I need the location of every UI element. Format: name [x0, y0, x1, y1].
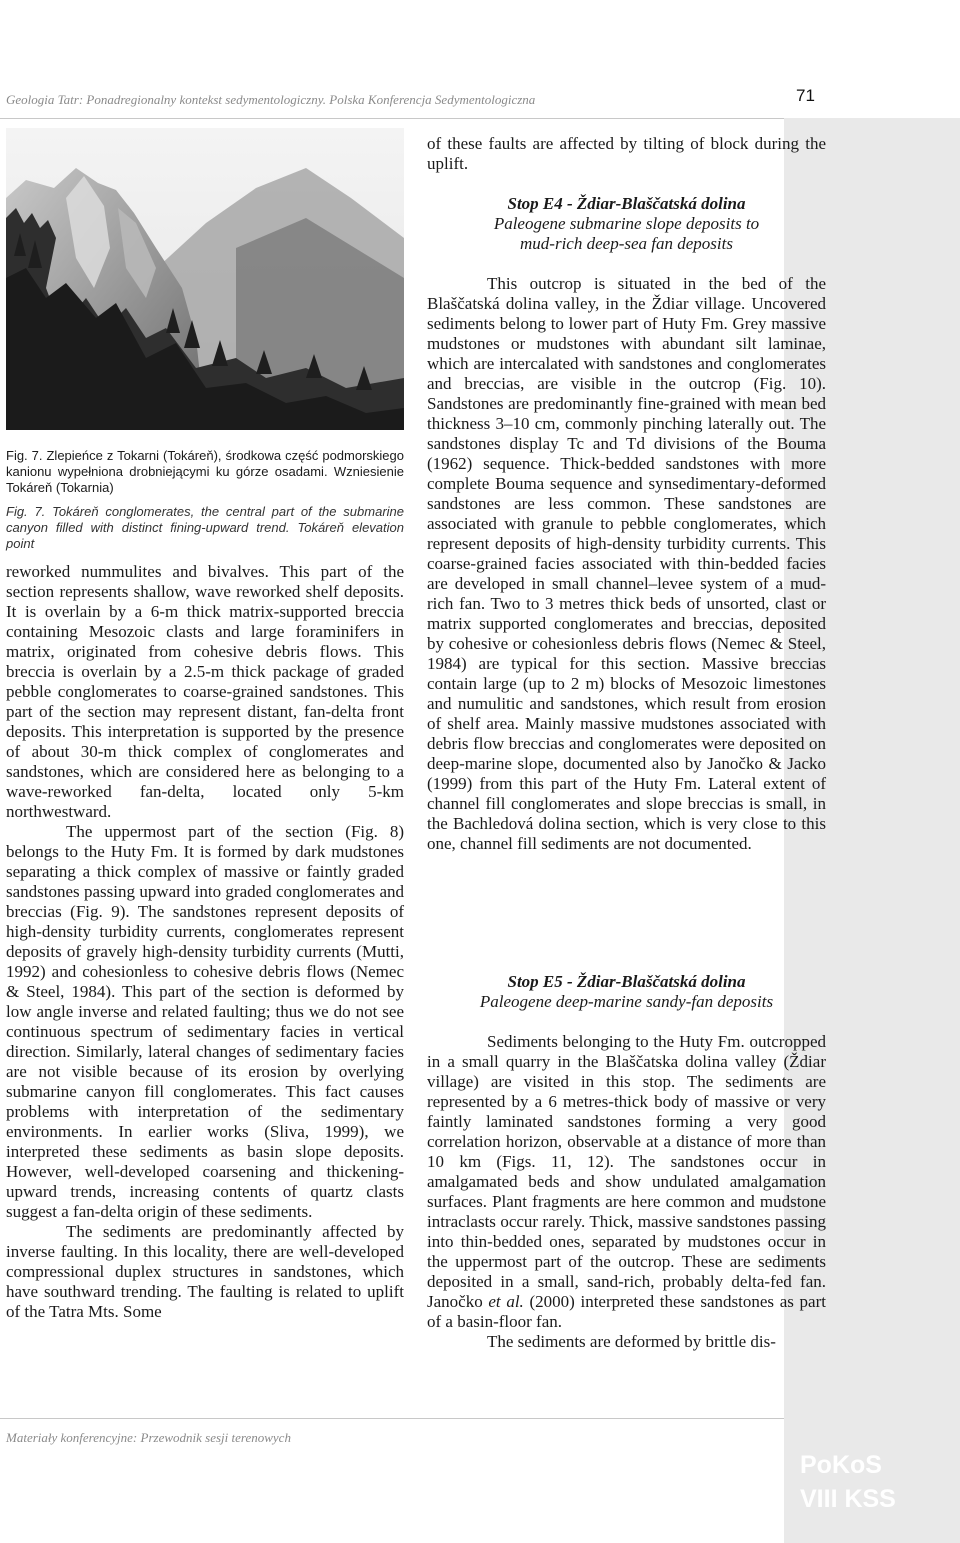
figure-7-photo: [6, 128, 404, 430]
page-number: 71: [796, 86, 815, 105]
brand-line-1: PoKoS: [800, 1451, 882, 1479]
header-rule: [0, 118, 784, 119]
running-footer: Materiały konferencyjne: Przewodnik sesji terenowych: [6, 1430, 291, 1445]
stop-e5-section: [427, 1032, 826, 1352]
stop-e5-body-end: (2000) interpreted these sandstones as part of a basin-floor fan.: [427, 1292, 826, 1331]
brand-logo: [800, 1448, 896, 1516]
et-al-citation: et al.: [488, 1292, 524, 1311]
stop-e5-body-start: Sediments belonging to the Huty Fm. outcropped in a small quarry in the Blaščatska dolina valley (Ždiar village) are visited in this stop. The sediments are represented by a 6 metres-thick body of massive or very faintly laminated sandstones forming a very good correlation horizon, observable at a distance of more than 10 km (Figs. 11, 12). The sandstones occur in amalgamated beds and show undulated amalgamation surfaces. Plant fragments are here common and mudstone intraclasts occur rarely. Thick, massive sandstones passing into thin-bedded ones, separated by mudstones occur in the uppermost part of the outcrop. These are sediments deposited in a small, sand-rich, probably delta-fed fan. Janočko: [427, 1032, 826, 1311]
left-paragraph-1: reworked nummulites and bivalves. This part of the section represents shallow, wave reworked shelf deposits. It is overlain by a 6-m thick matrix-supported breccia containing Mesozoic clasts and large foraminifers in matrix, originated from cohesive debris flows. This breccia is overlain by a 2.5-m thick package of graded pebble conglomerates to coarse-grained sandstones. This part of the section may represent distant, fan-delta front deposits. This interpretation is supported by the presence of about 30-m thick complex of conglomerates and sandstones, which are considered here as belonging to a wave-reworked fan-delta, located only 5-km northwestward.: [6, 562, 404, 821]
left-paragraph-3: The sediments are predominantly affected by inverse faulting. In this locality, there are well-developed compressional duplex structures in sandstones, which have southward trending. The faulting is related to uplift of the Tatra Mts. Some: [6, 1222, 404, 1321]
stop-e4-title: Stop E4 - Ždiar-Blaščatská dolina: [507, 194, 746, 213]
stop-e4-body: This outcrop is situated in the bed of the Blaščatská dolina valley, in the Ždiar village. Uncovered sediments belong to lower part of Huty Fm. Grey massive mudstones or mudstones with abundant silt laminae, which are intercalated with sandstones and conglomerates and breccias, are visible in the outcrop (Fig. 10). Sandstones are predominantly fine-grained with mean bed thickness 3–10 cm, commonly pinching laterally out. The sandstones display Tc and Td divisions of the Bouma (1962) sequence. Thick-bedded sandstones with more complete Bouma sequence and synsedimentary-deformed sandstones are less common. These sandstones are associated with granule to pebble conglomerates, which represent deposits of high-density turbidity currents. This coarse-grained facies associated with thin-bedded facies are developed in small channel–levee system of a mud-rich fan. Two to 3 metres thick beds of unsorted, clast or matrix supported conglomerates and breccias, deposited by cohesive or cohesionless debris flows (Nemec & Steel, 1984) are typical for this section. Massive breccias contain large (up to 2 m) blocks of Mesozoic limestones and numulitic and sandstones, which result from erosion of shelf area. Mainly massive mudstones associated with debris flow breccias and conglomerates were deposited on deep-marine slope, documented also by Janočko & Jacko (1999) from this part of the Huty Fm. Lateral extent of channel fill conglomerates and slope breccias is small, in the Bachledová dolina section, which is very close to this one, channel fill sediments are not documented.: [427, 274, 826, 853]
stop-e4-heading: [427, 194, 826, 254]
left-paragraph-2: The uppermost part of the section (Fig. 8) belongs to the Huty Fm. It is formed by dark mudstones separating a thick complex of massive or faintly graded sandstones passing upward into graded conglomerates and breccias (Fig. 9). The sandstones represent deposits of high-density turbidity currents, conglomerates represent deposits of gravely high-density turbidity currents (Mutti, 1992) and cohesionless to cohesive debris flows (Nemec & Steel, 1984). This part of the section is deformed by low angle inverse and related faulting; thus we do not see continuous spectrum of sedimentary facies in vertical direction. Similarly, lateral changes of sedimentary facies are not visible because of its erosion by overlying submarine canyon fill conglomerates. This fact causes problems with interpretation of the sedimentary environments. In earlier works (Sliva, 1999), we interpreted these sediments as basin slope deposits. However, well-developed coarsening and thickening-upward trends, increasing contents of quartz clasts suggest a fan-delta origin of these sediments.: [6, 822, 404, 1221]
stop-e5-body: [427, 1032, 826, 1332]
figure-caption: [6, 448, 404, 560]
left-column: [6, 562, 404, 1322]
stop-e4-subtitle-2: mud-rich deep-sea fan deposits: [520, 234, 733, 253]
caption-polish: Fig. 7. Zlepieńce z Tokarni (Tokáreň), środkowa część podmorskiego kanionu wypełniona drobniejącymi ku górze osadami. Wzniesienie Tokáreň (Tokarnia): [6, 448, 404, 495]
caption-english: Fig. 7. Tokáreň conglomerates, the central part of the submarine canyon filled with distinct fining-upward trend. Tokáreň elevation point: [6, 504, 404, 551]
stop-e5-last-line: The sediments are deformed by brittle dis-: [487, 1332, 776, 1351]
stop-e5-subtitle: Paleogene deep-marine sandy-fan deposits: [479, 992, 774, 1011]
right-column-top: [427, 134, 826, 174]
stop-e4-subtitle-1: Paleogene submarine slope deposits to: [493, 214, 760, 233]
stop-e4-section: [427, 274, 826, 854]
stop-e5-title: Stop E5 - Ždiar-Blaščatská dolina: [507, 972, 746, 991]
brand-line-2: VIII KSS: [800, 1485, 896, 1513]
right-intro: of these faults are affected by tilting of block during the uplift.: [427, 134, 826, 173]
running-header: Geologia Tatr: Ponadregionalny kontekst sedymentologiczny. Polska Konferencja Sedymentologiczna: [6, 92, 536, 107]
footer-rule: [0, 1418, 784, 1419]
stop-e5-heading: [427, 972, 826, 1012]
